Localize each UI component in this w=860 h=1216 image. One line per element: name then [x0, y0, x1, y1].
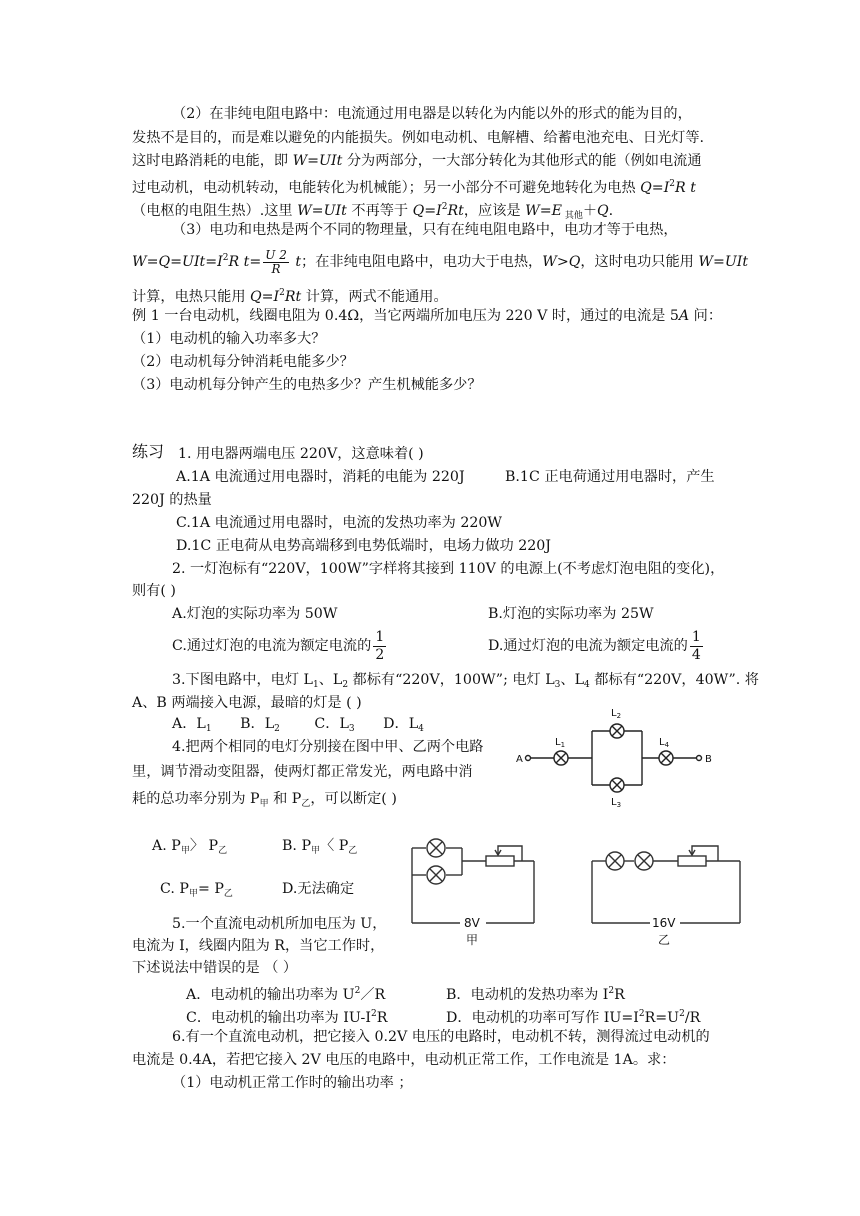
parallel-series-circuits-diagram — [400, 828, 750, 950]
terminal-a — [526, 756, 531, 761]
label-l4: $L_4$ — [659, 737, 670, 749]
label-l1: $L_1$ — [555, 737, 566, 749]
example-line1: 例 1 一台电动机，线圈电阻为 0.4Ω，当它两端所加电压为 220 V 时，通过的电流是 5A 问： — [132, 308, 723, 324]
para3-line2: $W=Q=UIt=I^2R$ t= $\frac{U 2}{R}$ t；在非纯电阻电路中，电功大于电热，W>Q，这时电功只能用 W=UIt — [132, 247, 749, 276]
rheostat-icon — [486, 846, 522, 866]
practice-q4-cont2: 耗的总功率分别为 $P_甲$ 和 $P_乙$，可以断定( ) — [132, 791, 397, 809]
practice-q5-option-c: C．电动机的输出功率为 $IU-I^2R$ — [186, 1009, 388, 1026]
practice-q6-cont: 电流是 0.4A，若把它接入 2V 电压的电路中，电动机正常工作，工作电流是 1A。求： — [132, 1052, 676, 1068]
practice-q4-option-d: D.无法确定 — [282, 881, 355, 897]
lamp-icon — [427, 839, 445, 857]
example-q2: （2）电动机每分钟消耗电能多少？ — [132, 354, 354, 370]
label-l2: $L_2$ — [611, 708, 622, 720]
label-b: B — [705, 754, 712, 765]
practice-q6-sub1: （1）电动机正常工作时的输出功率 ； — [172, 1075, 413, 1091]
practice-q2-option-a: A.灯泡的实际功率为 50W — [172, 606, 338, 622]
lamp-l4-icon — [659, 751, 673, 765]
circuit-jia — [412, 839, 534, 923]
rheostat-icon — [678, 846, 718, 866]
lamp-l2-icon — [610, 724, 624, 738]
circuit-jia-label: 甲 — [466, 933, 479, 947]
practice-q4: 4.把两个相同的电灯分别接在图中甲、乙两个电路 — [172, 739, 484, 755]
terminal-b — [697, 756, 702, 761]
practice-q1-option-b: B.1C 正电荷通过用电器时，产生 — [505, 469, 715, 485]
practice-q2-option-d: D.通过灯泡的电流为额定电流的 $\frac{1}{4}$ — [488, 628, 701, 663]
para3-line3: 计算，电热只能用 $Q=I^2Rt$ 计算，两式不能通用。 — [132, 288, 448, 305]
practice-q1: 1. 用电器两端电压 220V，这意味着( ) — [178, 446, 424, 462]
practice-q1-option-b-cont: 220J 的热量 — [132, 492, 212, 508]
para2-line5: （电枢的电阻生热）.这里 W=UIt 不再等于 $Q=I^2Rt$，应该是 W=E $_{其他}$＋Q. — [132, 202, 614, 221]
para2-line4: 过电动机，电动机转动，电能转化为机械能）；另一小部分不可避免地转化为电热 $Q=I^2R$ t — [132, 179, 696, 196]
practice-q1-option-d: D.1C 正电荷从电势高端移到电势低端时，电场力做功 220J — [176, 538, 551, 554]
para2-line3: 这时电路消耗的电能，即 W=UIt 分为两部分，一大部分转化为其他形式的能（例如电流通 — [132, 153, 702, 169]
practice-q5-option-d: D．电动机的功率可写作 $IU=I^2R=U^2/R$ — [446, 1009, 701, 1026]
para3-line1: （3）电功和电热是两个不同的物理量，只有在纯电阻电路中，电功才等于电热， — [172, 222, 678, 238]
lamp-icon — [427, 866, 445, 884]
lamp-icon — [635, 852, 653, 870]
practice-q5: 5.一个直流电动机所加电压为 U， — [172, 916, 387, 932]
practice-q2-cont: 则有( ) — [132, 583, 176, 599]
practice-q1-option-a: A.1A 电流通过用电器时，消耗的电能为 220J — [176, 469, 465, 485]
practice-q4-option-b: B. $P_甲$〈 $P_乙$ — [282, 838, 358, 856]
practice-q1-option-c: C.1A 电流通过用电器时，电流的发热功率为 220W — [176, 515, 503, 531]
label-a: A — [516, 754, 523, 765]
practice-q4-option-c: C. $P_甲= P_乙$ — [160, 881, 233, 899]
label-l3: $L_3$ — [611, 797, 622, 808]
practice-q5-option-a: A．电动机的输出功率为 $U^2/R$ — [186, 986, 386, 1003]
voltage-8v: 8V — [464, 916, 480, 930]
formula-fraction: $\frac{U 2}{R}$ — [265, 247, 287, 276]
practice-q3: 3.下图电路中，电灯 $L_1$、$L_2$ 都标有“220V，100W”; 电灯 $L_3$、$L_4$ 都标有“220V，40W”. 将 — [172, 672, 759, 690]
practice-q6: 6.有一个直流电动机，把它接入 0.2V 电压的电路时，电动机不转，测得流过电动机的 — [172, 1029, 710, 1045]
para2-line1: （2）在非纯电阻电路中：电流通过用电器是以转化为内能以外的形式的能为目的， — [172, 106, 692, 122]
practice-heading: 练习 — [132, 442, 165, 461]
practice-q4-cont1: 里，调节滑动变阻器，使两灯都正常发光，两电路中消 — [132, 764, 473, 780]
voltage-16v: 16V — [652, 916, 676, 930]
lamp-l1-icon — [554, 751, 568, 765]
practice-q5-cont2: 下述说法中错误的是 （ ） — [132, 960, 298, 976]
practice-q3-cont: A、B 两端接入电源，最暗的灯是 ( ) — [132, 695, 362, 711]
lamp-l3-icon — [610, 778, 624, 792]
practice-q4-option-a: A. $P_甲$〉 $P_乙$ — [152, 838, 228, 856]
practice-q5-option-b: B．电动机的发热功率为 $I^2R$ — [446, 986, 625, 1003]
practice-q2: 2. 一灯泡标有“220V，100W”字样将其接到 110V 的电源上(不考虑灯泡电阻的变化)， — [172, 561, 725, 577]
circuit-yi — [592, 846, 740, 923]
circuit-yi-label: 乙 — [658, 933, 671, 947]
practice-q3-options: A．$L_1$ B．$L_2$ C．$L_3$ D．$L_4$ — [172, 716, 424, 734]
lamp-icon — [606, 852, 624, 870]
practice-q2-option-c: C.通过灯泡的电流为额定电流的 $\frac{1}{2}$ — [172, 628, 385, 663]
lamp-circuit-diagram — [508, 698, 726, 808]
example-q3: （3）电动机每分钟产生的电热多少？产生机械能多少？ — [132, 377, 482, 393]
practice-q5-cont1: 电流为 I，线圈内阻为 R，当它工作时， — [132, 938, 385, 954]
practice-q2-option-b: B.灯泡的实际功率为 25W — [488, 606, 654, 622]
example-q1: （1）电动机的输入功率多大？ — [132, 331, 326, 347]
para2-line2: 发热不是目的，而是难以避免的内能损失。例如电动机、电解槽、给蓄电池充电、日光灯等. — [132, 130, 705, 146]
